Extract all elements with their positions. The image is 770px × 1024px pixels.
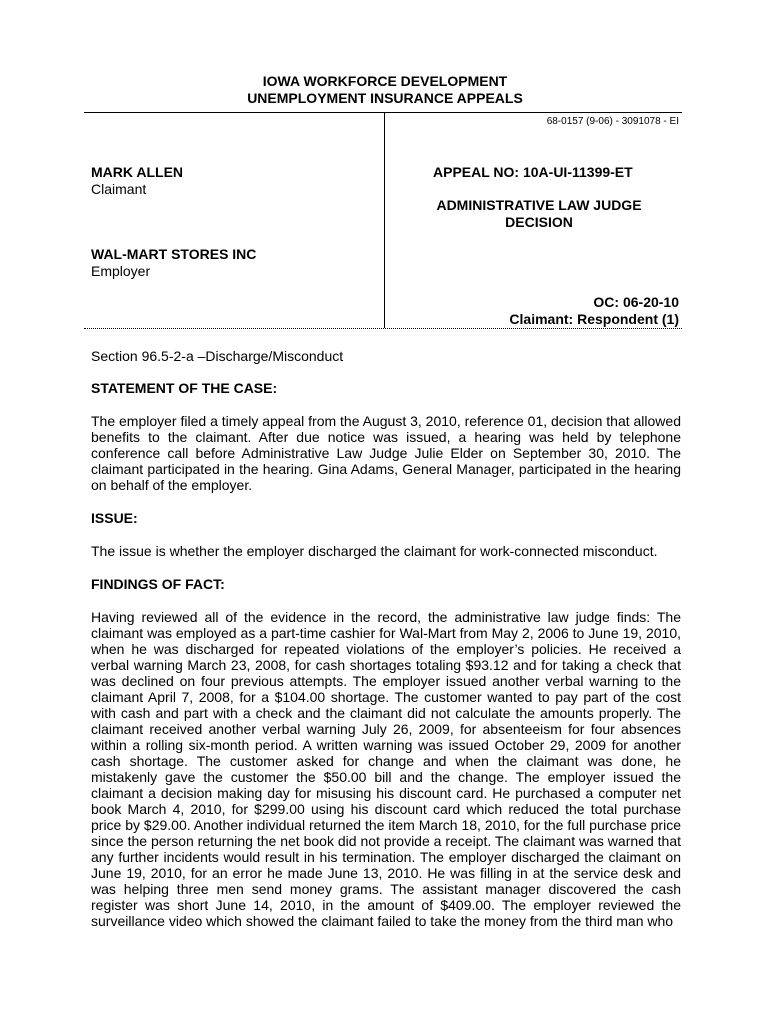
- oc-date: OC: 06-20-10: [593, 294, 679, 310]
- caption-rule: [84, 328, 682, 329]
- decision-title-line2: DECISION: [505, 214, 573, 230]
- section-reference: Section 96.5-2-a –Discharge/Misconduct: [91, 348, 344, 364]
- claimant-status: Claimant: Respondent (1): [509, 311, 679, 327]
- issue-paragraph: The issue is whether the employer discharged the claimant for work-connected misconduct.: [91, 543, 658, 559]
- claimant-name: MARK ALLEN: [91, 164, 184, 180]
- statement-heading: STATEMENT OF THE CASE:: [91, 380, 278, 396]
- agency-name: IOWA WORKFORCE DEVELOPMENT: [262, 73, 508, 89]
- header-rule: [84, 112, 682, 113]
- division-name: UNEMPLOYMENT INSURANCE APPEALS: [247, 90, 523, 106]
- employer-name: WAL-MART STORES INC: [91, 246, 257, 262]
- findings-heading: FINDINGS OF FACT:: [91, 576, 225, 592]
- claimant-block: [91, 164, 183, 198]
- issue-heading: ISSUE:: [91, 510, 138, 526]
- document-number: 68-0157 (9-06) - 3091078 - EI: [546, 116, 679, 127]
- decision-title: [420, 197, 658, 231]
- employer-block: [91, 246, 256, 280]
- column-divider: [384, 112, 385, 328]
- findings-paragraph: Having reviewed all of the evidence in the record, the administrative law judge finds: The claimant was employed as a part-time cashier for Wal-Mart from May 2, 2006 to June 19, 2010, when he was discharged for repeated violations of the employer’s policies. He received a verbal warning March 23, 2008, for cash shortages totaling $93.12 and for taking a check that was declined on four previous attempts. The employer issued another verbal warning to the claimant April 7, 2008, for a $104.00 shortage. The customer wanted to pay part of the cost with cash and part with a check and the claimant did not calculate the amounts properly. The claimant received another verbal warning July 26, 2009, for absenteeism for four absences within a rolling six-month period. A written warning was issued October 29, 2009 for another cash shortage. The customer asked for change and when the claimant was done, he mistakenly gave the customer the $50.00 bill and the change. The employer issued the claimant a decision making day for misusing his discount card. He purchased a computer net book March 4, 2010, for $299.00 using his discount card which reduced the total purchase price by $29.00. Another individual returned the item March 18, 2010, for the full purchase price since the person returning the net book did not provide a receipt. The claimant was warned that any further incidents would result in his termination. The employer discharged the claimant on June 19, 2010, for an error he made June 13, 2010. He was filling in at the service desk and was helping three men send money grams. The assistant manager discovered the cash register was short June 14, 2010, in the amount of $409.00. The employer reviewed the surveillance video which showed the claimant failed to take the money from the third man who: [91, 609, 681, 929]
- statement-paragraph: The employer filed a timely appeal from the August 3, 2010, reference 01, decision that allowed benefits to the claimant. After due notice was issued, a hearing was held by telephone conference call before Administrative Law Judge Julie Elder on September 30, 2010. The claimant participated in the hearing. Gina Adams, General Manager, participated in the hearing on behalf of the employer.: [91, 413, 681, 493]
- oc-block: [509, 294, 679, 328]
- claimant-role: Claimant: [91, 181, 147, 197]
- appeal-number: APPEAL NO: 10A-UI-11399-ET: [433, 164, 633, 180]
- agency-header: [0, 73, 770, 107]
- decision-title-line1: ADMINISTRATIVE LAW JUDGE: [436, 197, 642, 213]
- employer-role: Employer: [91, 263, 151, 279]
